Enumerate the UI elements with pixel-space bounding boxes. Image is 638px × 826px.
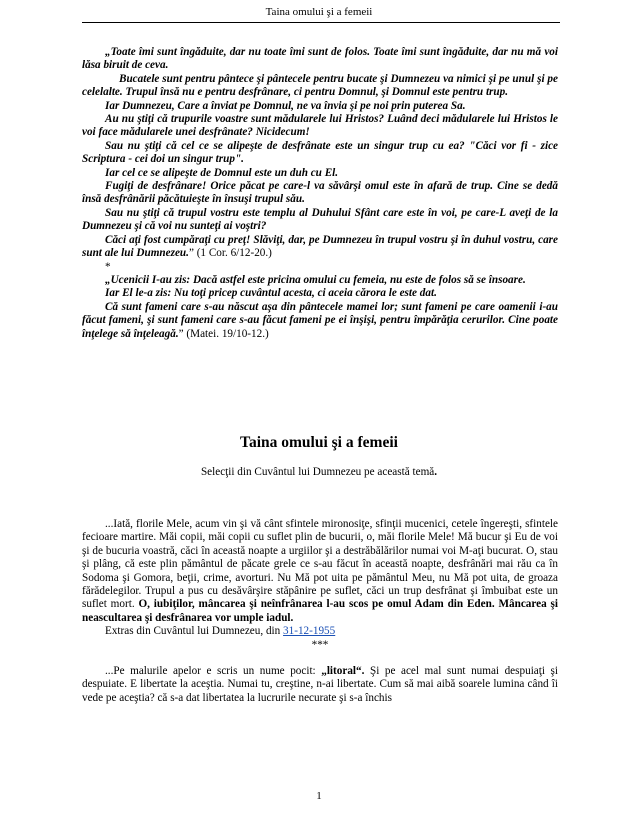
source-date-link[interactable]: 31-12-1955 [283,625,336,638]
section-title: Taina omului şi a femeii [240,434,398,451]
paragraph-text: Şi pe acel mal sunt numai despuiaţi şi despuiate. E libertate la aceştia. Numai tu, creştine, n-ai libertate. Cum să mai aibă soarele lumina când îi vede pe aceştia? că s-a dat libertatea la lucrurile necurate şi s-a închis [82,665,558,704]
quote-text: Căci aţi fost cumpăraţi cu preţ! Slăviţi, dar, pe Dumnezeu în trupul vostru şi în duhul vostru, care sunt ale lui Dumnezeu. [82,233,558,260]
subtitle-period: . [434,466,438,478]
stars-separator: *** [311,638,329,651]
bold-passage: O, iubiţilor, mâncarea şi neînfrânarea l-au scos pe omul Adam din Eden. Mâncarea şi neascultarea şi desfrânarea vor umple iadul. [82,598,559,624]
quote-text: Că sunt fameni care s-au născut aşa din pântecele mamei lor; sunt fameni pe care oamenii i-au făcut fameni, şi sunt fameni care s-au făcut fameni pe ei înşişi, pentru împărăţia cerurilor. Cine poate înţelege să înţeleagă. [82,300,558,340]
body-paragraph [82,518,558,625]
quote-paragraph: „Toate îmi sunt îngăduite, dar nu toate îmi sunt de folos. Toate îmi sunt îngăduite, dar nu mă voi lăsa biruit de ceva. [82,46,558,72]
source-label: Extras din Cuvântul lui Dumnezeu, din [105,625,284,638]
quote-paragraph: Iar cel ce se alipeşte de Domnul este un duh cu El. [105,166,339,179]
quote-paragraph: Iar El le-a zis: Nu toţi pricep cuvântul acesta, ci aceia cărora le este dat. [105,287,437,300]
quote-paragraph [82,234,558,261]
quote-paragraph: Au nu ştiţi că trupurile voastre sunt mădularele lui Hristos? Luând deci mădularele lui Hristos le voi face mădularele unei desfrânate? Nicidecum! [82,113,558,139]
bold-word: „litoral“. [321,665,365,678]
quote-paragraph: Sau nu ştiţi că trupul vostru este templu al Duhului Sfânt care este în voi, pe care-L aveţi de la Dumnezeu şi că voi nu sunteţi ai voştri? [82,206,558,233]
quote-paragraph [82,301,558,341]
body-paragraph [82,665,558,705]
scripture-quote-1 [82,46,558,341]
quote-paragraph: Sau nu ştiţi că cel ce se alipeşte de desfrânate este un singur trup cu ea? "Căci vor fi - zice Scriptura - cei doi un singur trup". [82,139,558,166]
quote-paragraph: Fugiţi de desfrânare! Orice păcat pe care-l va săvârşi omul este în afară de trup. Cine se dedă însă desfrânării păcătuieşte în însuşi trupul său. [82,180,558,206]
paragraph-text: ...Pe malurile apelor e scris un nume pocit: [105,665,322,678]
subtitle-text: Selecţii din Cuvântul lui Dumnezeu pe această temă [200,466,435,478]
body-text [82,518,558,705]
section-subtitle [0,466,638,478]
scripture-reference: ” (1 Cor. 6/12-20.) [188,247,272,260]
quote-paragraph: Iar Dumnezeu, Care a înviat pe Domnul, ne va învia şi pe noi prin puterea Sa. [105,99,466,112]
running-header: Taina omului şi a femeii [265,6,373,18]
quote-paragraph: Bucatele sunt pentru pântece şi pântecele pentru bucate şi Dumnezeu va nimici şi pe unul şi pe celelalte. Trupul însă nu e pentru desfrânare, ci pentru Domnul, şi Domnul este pentru trup. [82,72,558,99]
paragraph-text: ...Iată, florile Mele, acum vin şi vă cânt sfintele mironosiţe, sfinţii mucenici, cetele îngereşti, sfintele fecioare martire. Măi copii, măi copii cu suflet plin de bucurii, o, măi florile Mele! Mă bucur şi Eu de voi şi de bucuria voastră, căci în această noapte a urgiilor şi a destrăbălărilor numai voi M-aţi bucurat. O, stau şi plâng, că este plin pământul de păcate grele ce s-au făcut în această noapte, desfrânări mai rău ca în Sodoma şi Gomora, beţii, crime, avorturi. Nu Mă pot uita pe pământul Meu, nu Mă pot uita, de groaza fărădelegilor. Trupul a pus cu desăvârşire stăpânire pe suflet, căci un trup desfrânat şi îmbuibat este un suflet mort. [82,518,558,611]
scripture-reference: ” (Matei. 19/10-12.) [178,327,269,340]
quote-paragraph: „Ucenicii I-au zis: Dacă astfel este pricina omului cu femeia, nu este de folos să se însoare. [105,273,526,286]
header-rule [82,22,560,23]
source-line [82,625,558,638]
page-number: 1 [316,790,322,802]
separator-asterisk: * [105,260,111,273]
